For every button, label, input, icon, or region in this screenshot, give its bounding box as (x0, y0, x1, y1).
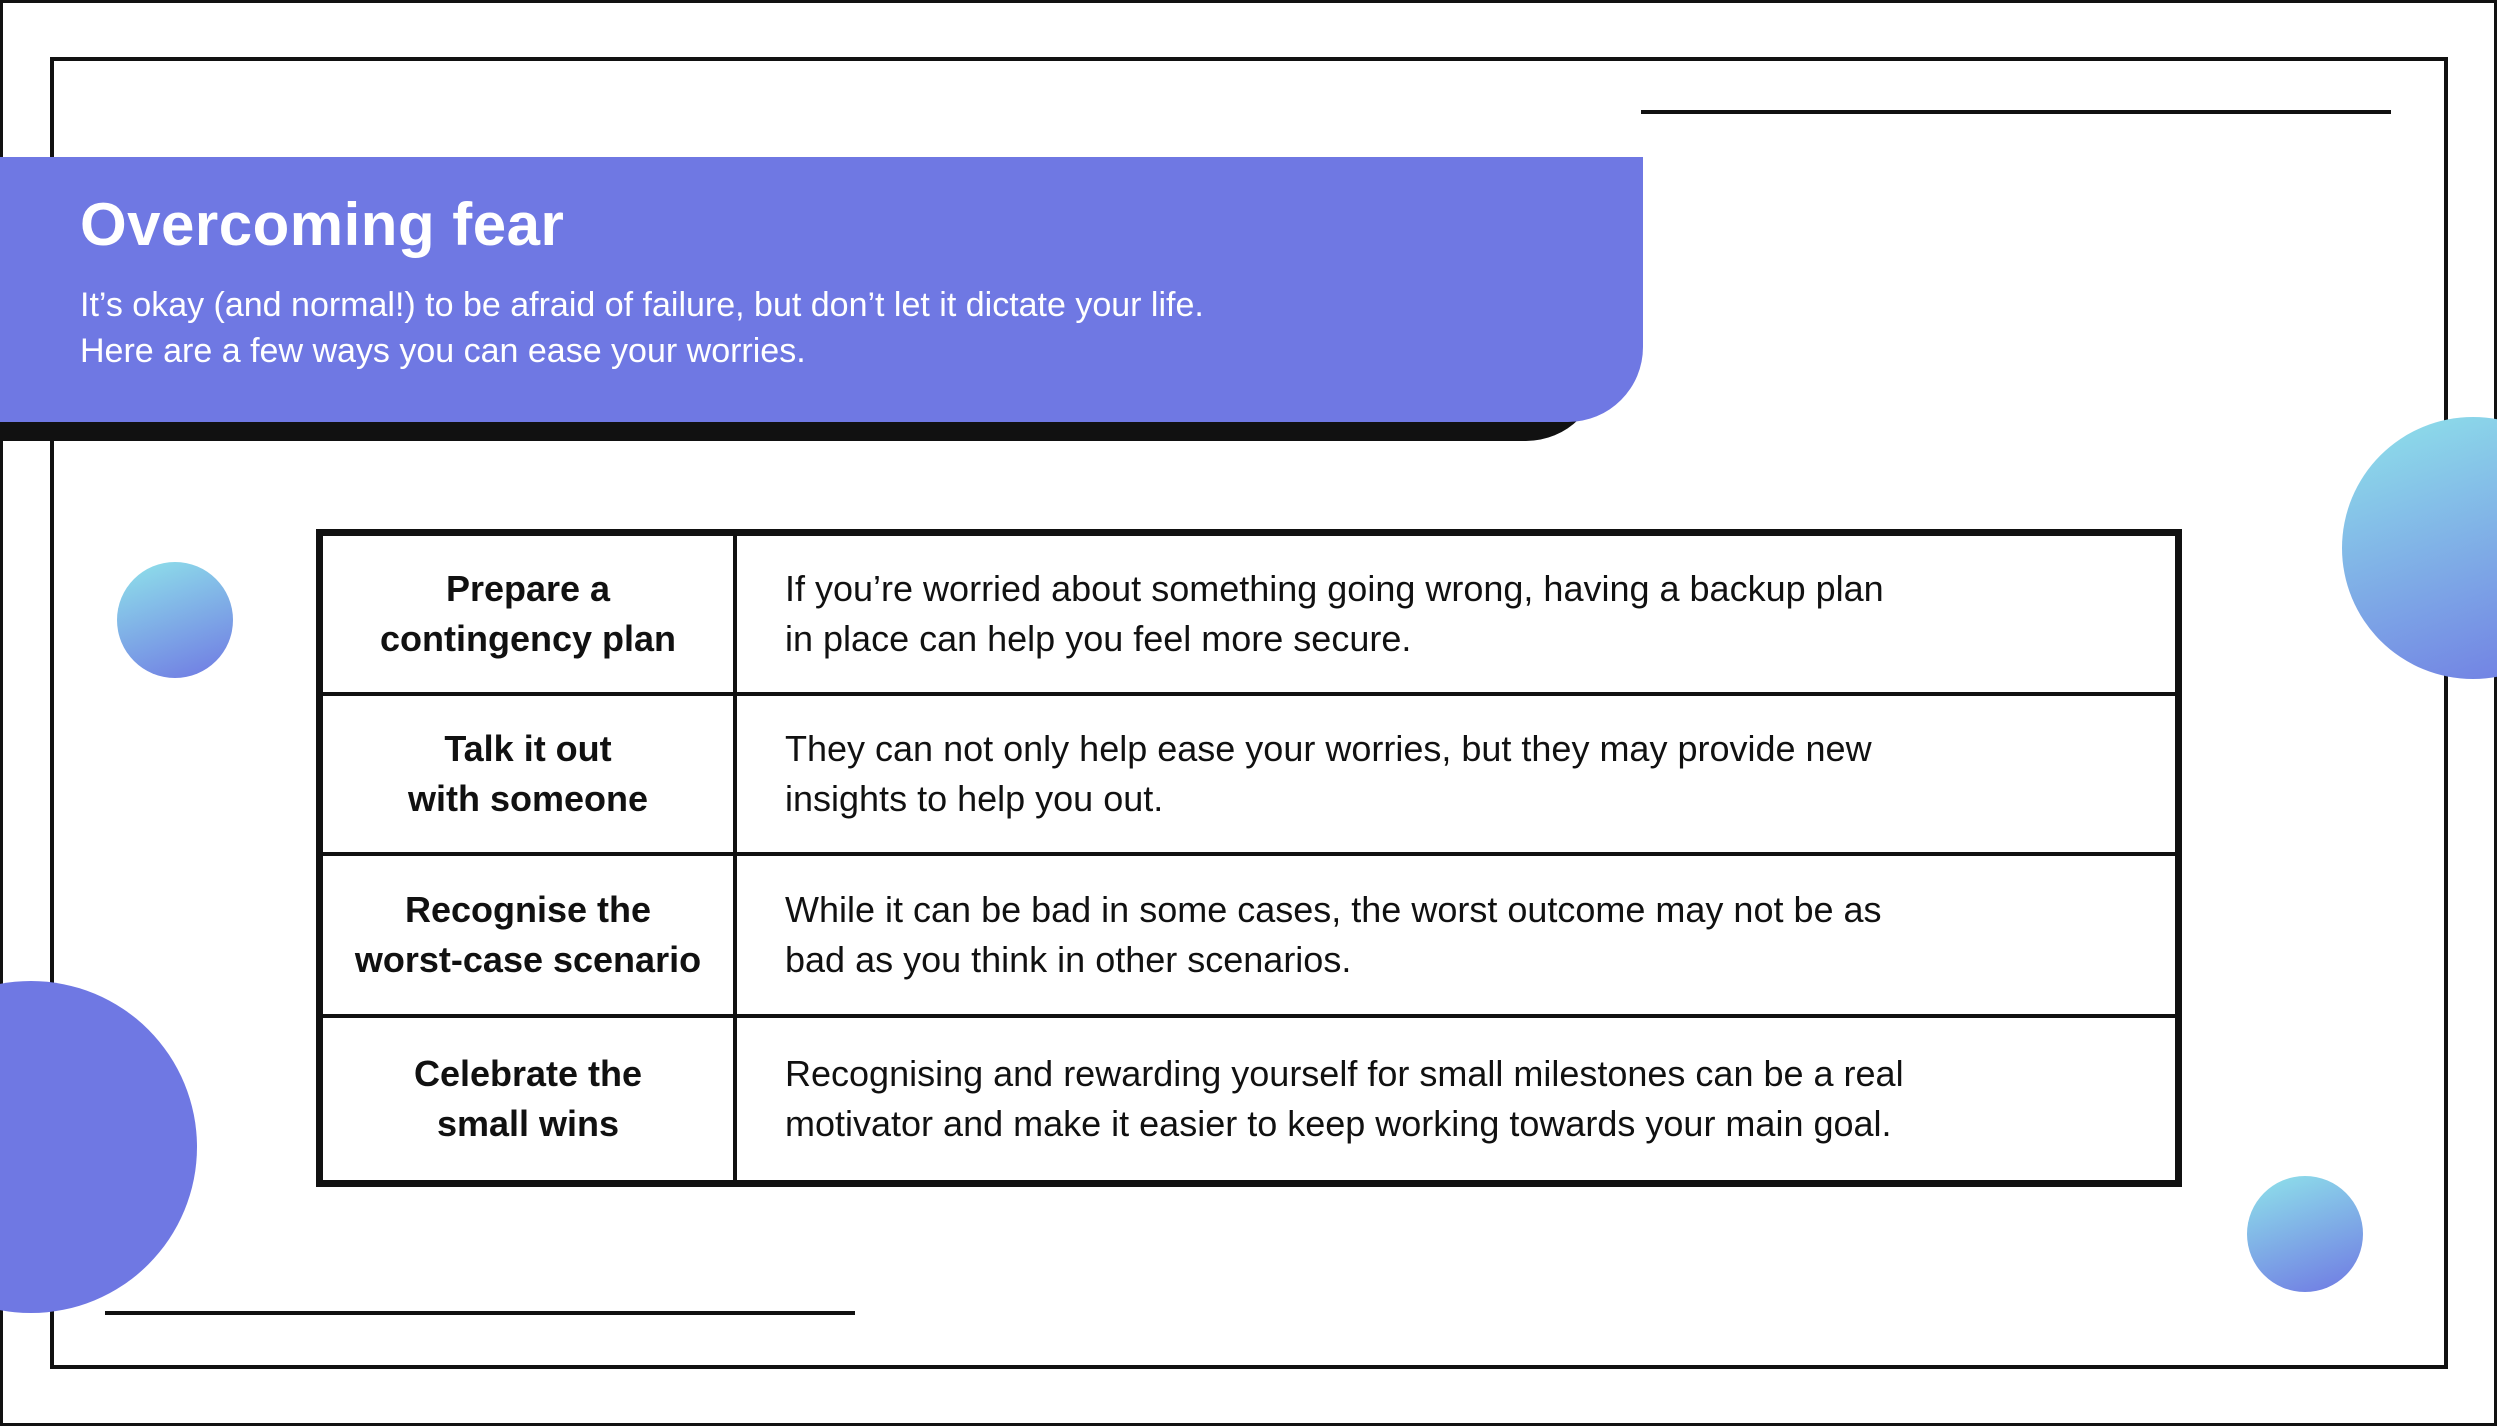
tip-heading-cell (320, 533, 736, 695)
page-subtitle (80, 282, 1580, 374)
table-row (320, 854, 2179, 1016)
tips-table (316, 529, 2182, 1187)
tip-description: motivator and make it easier to keep working towards your main goal. (785, 1102, 1892, 1144)
tip-heading: Recognise the (404, 888, 652, 930)
decorative-line-bottom (105, 1311, 855, 1315)
tip-description-cell (735, 854, 2179, 1016)
tip-heading: Celebrate the (413, 1052, 643, 1094)
tip-description: bad as you think in other scenarios. (785, 938, 1352, 980)
tip-heading: small wins (436, 1102, 620, 1144)
decorative-line-top (1641, 110, 2391, 114)
tip-description-cell (735, 1016, 2179, 1184)
table-row (320, 1016, 2179, 1184)
tip-description: While it can be bad in some cases, the worst outcome may not be as (785, 888, 1882, 930)
table-row (320, 694, 2179, 854)
subtitle-line: It’s okay (and normal!) to be afraid of failure, but don’t let it dictate your life. (80, 286, 1204, 324)
tip-description: If you’re worried about something going wrong, having a backup plan (785, 568, 1884, 610)
table-row (320, 533, 2179, 695)
tip-heading: worst-case scenario (354, 938, 702, 980)
tip-heading-cell (320, 854, 736, 1016)
tip-description: Recognising and rewarding yourself for small milestones can be a real (785, 1052, 1904, 1094)
tip-description-cell (735, 533, 2179, 695)
decorative-circle-left-small (117, 562, 233, 678)
tip-description: in place can help you feel more secure. (785, 618, 1412, 660)
tip-heading: with someone (407, 778, 649, 820)
subtitle-line: Here are a few ways you can ease your worries. (80, 332, 806, 370)
tip-description: insights to help you out. (785, 778, 1164, 820)
tip-heading-cell (320, 1016, 736, 1184)
tip-description: They can not only help ease your worries, but they may provide new (785, 728, 1872, 770)
tip-heading: Talk it out (444, 728, 612, 770)
decorative-circle-right-small (2247, 1176, 2363, 1292)
tip-heading-cell (320, 694, 736, 854)
tip-description-cell (735, 694, 2179, 854)
tip-heading: contingency plan (379, 618, 677, 660)
tip-heading: Prepare a (445, 568, 611, 610)
page-title: Overcoming fear (80, 191, 565, 258)
